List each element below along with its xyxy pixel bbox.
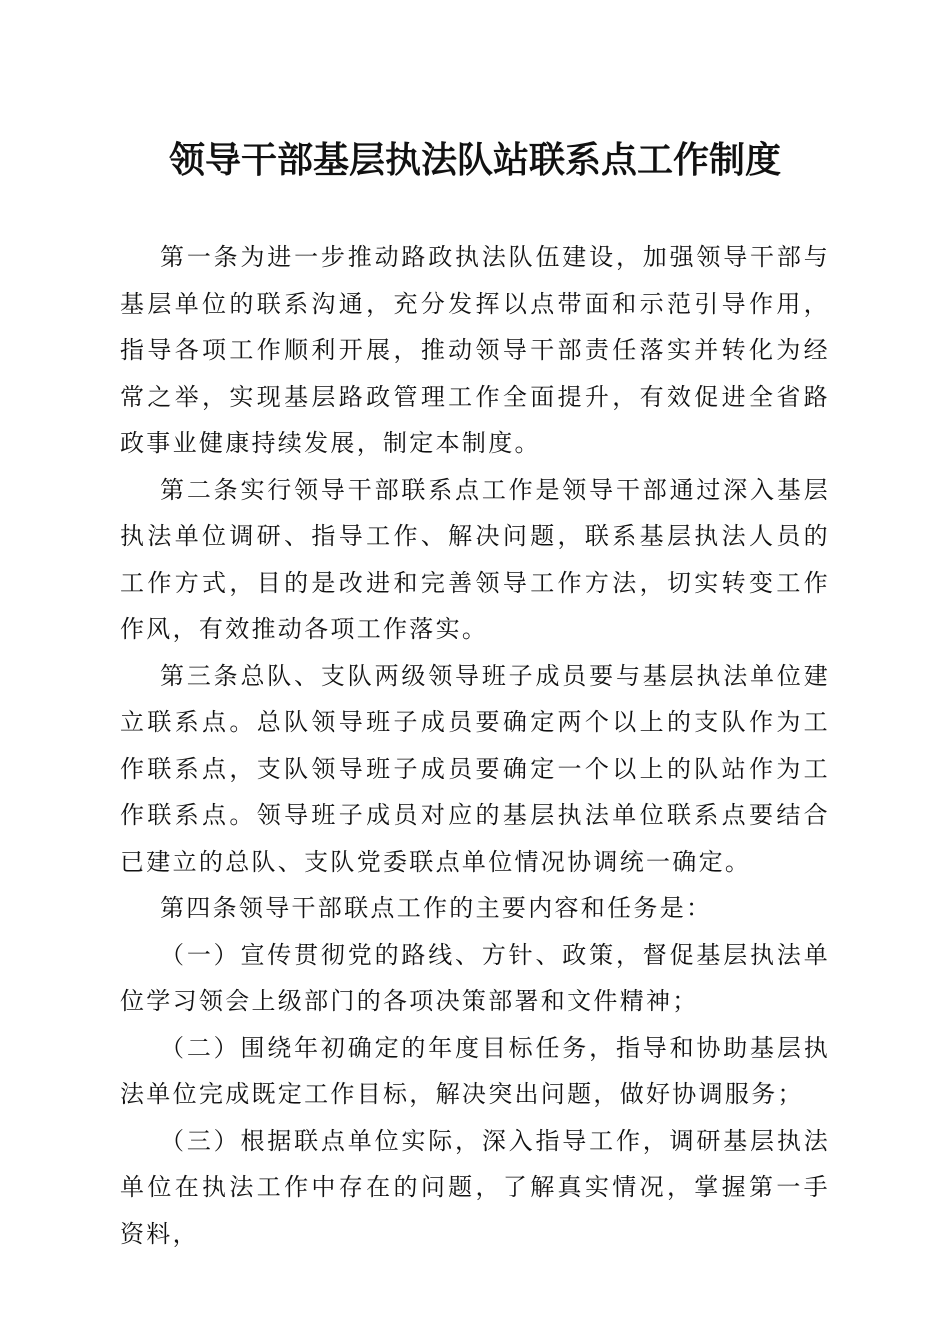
paragraph-item-3: （三）根据联点单位实际，深入指导工作，调研基层执法单位在执法工作中存在的问题，了解真实情况，掌握第一手资料，	[120, 1126, 830, 1248]
paragraph-article-3: 第三条总队、支队两级领导班子成员要与基层执法单位建立联系点。总队领导班子成员要确定两个以上的支队作为工作联系点，支队领导班子成员要确定一个以上的队站作为工作联系点。领导班子成员对应的基层执法单位联系点要结合已建立的总队、支队党委联点单位情况协调统一确定。	[120, 661, 830, 876]
paragraph-article-1: 第一条为进一步推动路政执法队伍建设，加强领导干部与基层单位的联系沟通，充分发挥以点带面和示范引导作用，指导各项工作顺利开展，推动领导干部责任落实并转化为经常之举，实现基层路政管理工作全面提升，有效促进全省路政事业健康持续发展，制定本制度。	[120, 243, 830, 457]
paragraph-item-2: （二）围绕年初确定的年度目标任务，指导和协助基层执法单位完成既定工作目标，解决突出问题，做好协调服务；	[120, 1033, 830, 1108]
paragraph-article-2: 第二条实行领导干部联系点工作是领导干部通过深入基层执法单位调研、指导工作、解决问题，联系基层执法人员的工作方式，目的是改进和完善领导工作方法，切实转变工作作风，有效推动各项工作落实。	[120, 475, 830, 643]
paragraph-item-1: （一）宣传贯彻党的路线、方针、政策，督促基层执法单位学习领会上级部门的各项决策部署和文件精神；	[120, 940, 830, 1015]
paragraph-article-4: 第四条领导干部联点工作的主要内容和任务是：	[160, 894, 713, 922]
document-body	[120, 234, 830, 1257]
document-title: 领导干部基层执法队站联系点工作制度	[168, 139, 781, 181]
